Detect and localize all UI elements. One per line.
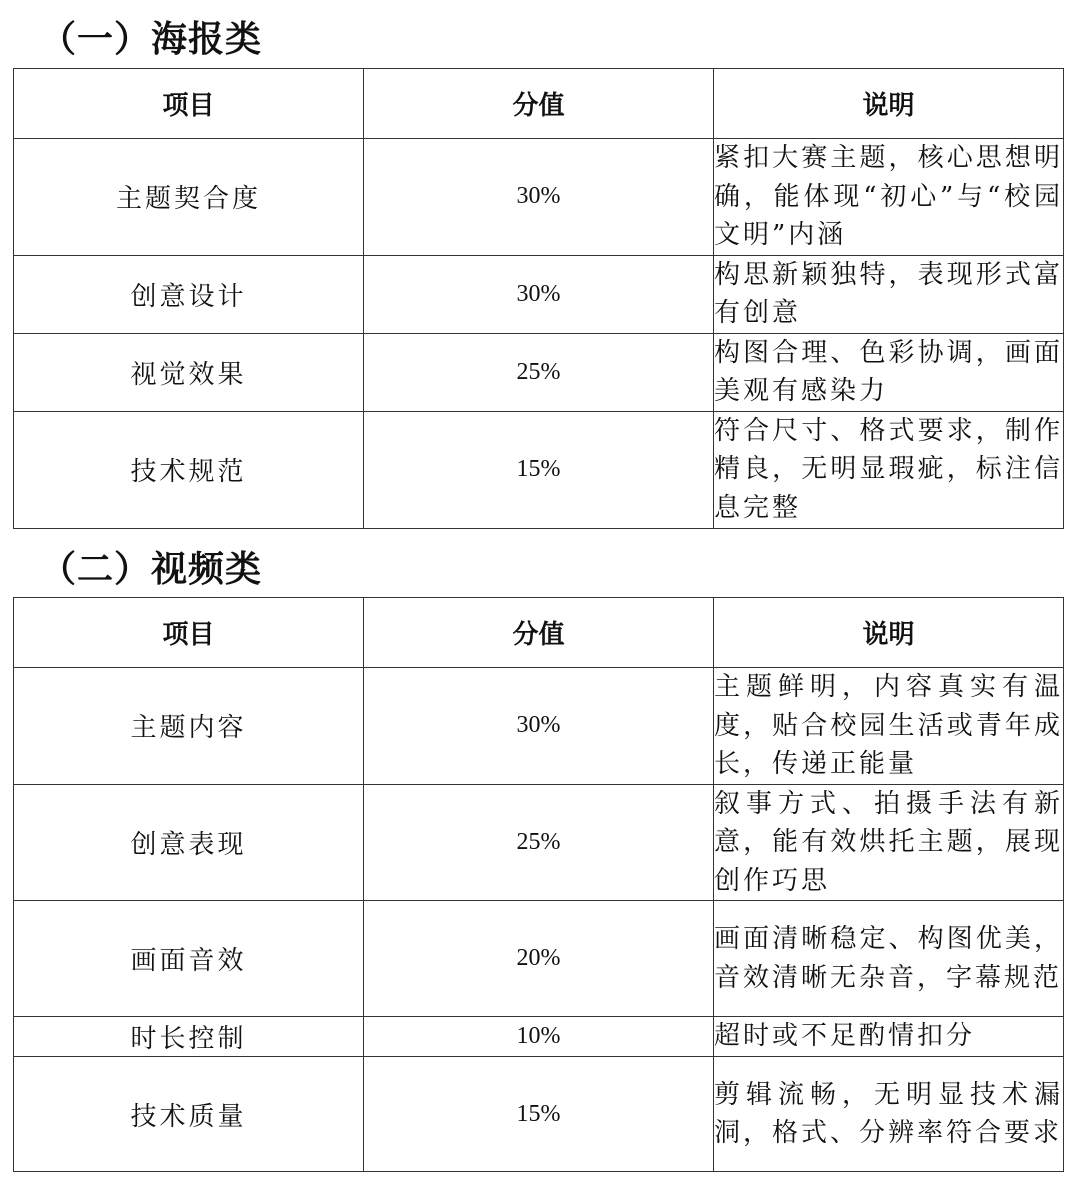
- row-score: 30%: [364, 139, 714, 256]
- table-header-row: [14, 598, 1064, 668]
- row-desc: 叙事方式、拍摄手法有新意，能有效烘托主题，展现创作巧思: [714, 784, 1064, 901]
- row-desc: 紧扣大赛主题，核心思想明确，能体现“初心”与“校园文明”内涵: [714, 139, 1064, 256]
- row-desc: 主题鲜明，内容真实有温度，贴合校园生活或青年成长，传递正能量: [714, 668, 1064, 785]
- row-item: 主题契合度: [14, 139, 364, 256]
- table-row: [14, 255, 1064, 333]
- row-desc: 剪辑流畅，无明显技术漏洞，格式、分辨率符合要求: [714, 1057, 1064, 1172]
- row-desc: 构思新颖独特，表现形式富有创意: [714, 255, 1064, 333]
- header-item: 项目: [14, 69, 364, 139]
- table-row: [14, 901, 1064, 1017]
- row-score: 15%: [364, 411, 714, 528]
- row-desc: 符合尺寸、格式要求，制作精良，无明显瑕疵，标注信息完整: [714, 411, 1064, 528]
- row-item: 时长控制: [14, 1017, 364, 1057]
- table-row: [14, 1057, 1064, 1172]
- row-desc: 超时或不足酌情扣分: [714, 1017, 1064, 1057]
- poster-scoring-table: [13, 68, 1064, 529]
- table-row: [14, 784, 1064, 901]
- header-desc: 说明: [714, 598, 1064, 668]
- header-item: 项目: [14, 598, 364, 668]
- table-header-row: [14, 69, 1064, 139]
- row-item: 技术质量: [14, 1057, 364, 1172]
- table-row: [14, 668, 1064, 785]
- section-title-video: （二）视频类: [40, 549, 263, 590]
- row-desc: 画面清晰稳定、构图优美，音效清晰无杂音，字幕规范: [714, 901, 1064, 1017]
- row-score: 10%: [364, 1017, 714, 1057]
- row-score: 25%: [364, 333, 714, 411]
- row-score: 30%: [364, 255, 714, 333]
- row-score: 15%: [364, 1057, 714, 1172]
- section-title-poster: （一）海报类: [40, 19, 263, 60]
- header-score: 分值: [364, 598, 714, 668]
- row-desc: 构图合理、色彩协调，画面美观有感染力: [714, 333, 1064, 411]
- table-row: [14, 1017, 1064, 1057]
- row-score: 30%: [364, 668, 714, 785]
- row-item: 主题内容: [14, 668, 364, 785]
- row-item: 视觉效果: [14, 333, 364, 411]
- row-score: 20%: [364, 901, 714, 1017]
- table-row: [14, 333, 1064, 411]
- table-row: [14, 139, 1064, 256]
- row-item: 创意设计: [14, 255, 364, 333]
- video-scoring-table: [13, 597, 1064, 1172]
- header-score: 分值: [364, 69, 714, 139]
- row-item: 画面音效: [14, 901, 364, 1017]
- row-score: 25%: [364, 784, 714, 901]
- row-item: 创意表现: [14, 784, 364, 901]
- header-desc: 说明: [714, 69, 1064, 139]
- table-row: [14, 411, 1064, 528]
- row-item: 技术规范: [14, 411, 364, 528]
